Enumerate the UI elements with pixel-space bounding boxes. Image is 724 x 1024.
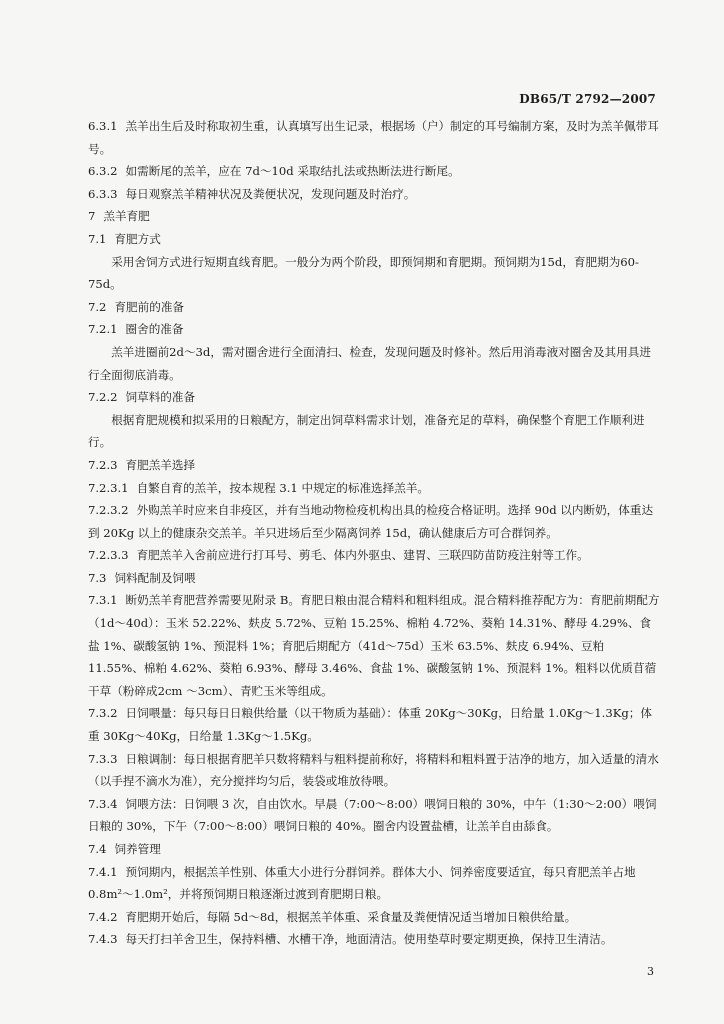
clause-6-3-3: 6.3.3 每日观察羔羊精神状况及粪便状况，发现问题及时治疗。 (88, 186, 416, 201)
document-code: DB65/T 2792—2007 (519, 92, 656, 106)
clause-7-2-3-1: 7.2.3.1 自繁自育的羔羊，按本规程 3.1 中规定的标准选择羔羊。 (88, 480, 430, 495)
clause-7-3-heading: 7.3 饲料配制及饲喂 (88, 570, 196, 585)
clause-7-2-3-3: 7.2.3.3 育肥羔羊入舍前应进行打耳号、剪毛、体内外驱虫、建胃、三联四防苗防疫注射等工作。 (88, 548, 589, 563)
clause-6-3-1: 6.3.1 羔羊出生后及时称取初生重，认真填写出生记录，根据场（户）制定的耳号编制方案，及时为羔羊佩带耳号。 (88, 119, 659, 156)
clause-7-2-2-body: 根据育肥规模和拟采用的日粮配方，制定出饲草料需求计划，准备充足的草料，确保整个育肥工作顺利进行。 (88, 412, 645, 450)
clause-7-2-1-body: 羔羊进圈前2d～3d，需对圈舍进行全面清扫、检查，发现问题及时修补。然后用消毒液对圈舍及其用具进行全面彻底消毒。 (88, 344, 651, 382)
clause-7-2-1-heading: 7.2.1 圈舍的准备 (88, 322, 184, 337)
clause-7-1-heading: 7.1 育肥方式 (88, 231, 161, 246)
clause-6-3-2: 6.3.2 如需断尾的羔羊，应在 7d～10d 采取结扎法或热断法进行断尾。 (88, 164, 460, 179)
clause-7-4-heading: 7.4 饲养管理 (88, 842, 161, 856)
document-body (88, 115, 660, 951)
clause-7-1-body: 采用舍饲方式进行短期直线育肥。一般分为两个阶段，即预饲期和育肥期。预饲期为15d，育肥期为60-75d。 (88, 254, 639, 292)
clause-7-3-2: 7.3.2 日饲喂量：每只每日日粮供给量（以干物质为基础）：体重 20Kg～30Kg，日给量 1.0Kg～1.3Kg；体重 30Kg～40Kg，日给量 1.3Kg～1.5Kg。 (88, 706, 652, 744)
clause-7-2-3-heading: 7.2.3 育肥羔羊选择 (88, 457, 196, 472)
clause-7-2-2-heading: 7.2.2 饲草料的准备 (88, 390, 196, 405)
clause-7-2-3-2: 7.2.3.2 外购羔羊时应来自非疫区，并有当地动物检疫机构出具的检疫合格证明。选择 90d 以内断奶，体重达到 20Kg 以上的健康杂交羔羊。羊只进场后至少隔离饲养 15d，确认健康后方可合群饲养。 (88, 503, 654, 540)
clause-7-4-2: 7.4.2 育肥期开始后，每隔 5d～8d，根据羔羊体重、采食量及粪便情况适当增加日粮供给量。 (88, 909, 577, 924)
page-number: 3 (647, 965, 654, 978)
clause-7-4-1: 7.4.1 预饲期内，根据羔羊性别、体重大小进行分群饲养。群体大小、饲养密度要适宜，每只育肥羔羊占地 0.8m²～1.0m²，并将预饲期日粮逐渐过渡到育肥期日粮。 (88, 864, 636, 902)
section-7-heading: 7 羔羊育肥 (88, 209, 150, 224)
clause-7-3-1: 7.3.1 断奶羔羊育肥营养需要见附录 B。育肥日粮由混合精料和粗料组成。混合精料推荐配方为：育肥前期配方（1d～40d）：玉米 52.22%、麸皮 5.72%、豆粕 15.25%、棉粕 4.72%、葵粕 14.31%、酵母 4.29%、食盐 1%、碳酸氢钠 1%、预混料 1%；育肥后期配方（41d～75d）玉米 63.5%、麸皮 6.94%、豆粕 11.55%、棉粕 4.62%、葵粕 6.93%、酵母 3.46%、食盐 1%、碳酸氢钠 1%、预混料 1%。粗料以优质苜蓿干草（粉碎成2cm ～3cm）、青贮玉米等组成。 (88, 593, 660, 698)
clause-7-3-4: 7.3.4 饲喂方法：日饲喂 3 次，自由饮水。早晨（7:00～8:00）喂饲日粮的 30%，中午（1:30～2:00）喂饲日粮的 30%，下午（7:00～8:00）喂饲日粮的 40%。圈舍内设置盐槽，让羔羊自由舔食。 (88, 796, 657, 834)
clause-7-4-3: 7.4.3 每天打扫羊舍卫生，保持料槽、水槽干净，地面清洁。使用垫草时要定期更换，保持卫生清洁。 (88, 932, 613, 947)
clause-7-2-heading: 7.2 育肥前的准备 (88, 299, 185, 314)
clause-7-3-3: 7.3.3 日粮调制：每日根据育肥羊只数将精料与粗料提前称好，将精料和粗料置于洁净的地方，加入适量的清水（以手捏不滴水为准），充分搅拌均匀后，装袋或堆放待喂。 (88, 751, 659, 789)
